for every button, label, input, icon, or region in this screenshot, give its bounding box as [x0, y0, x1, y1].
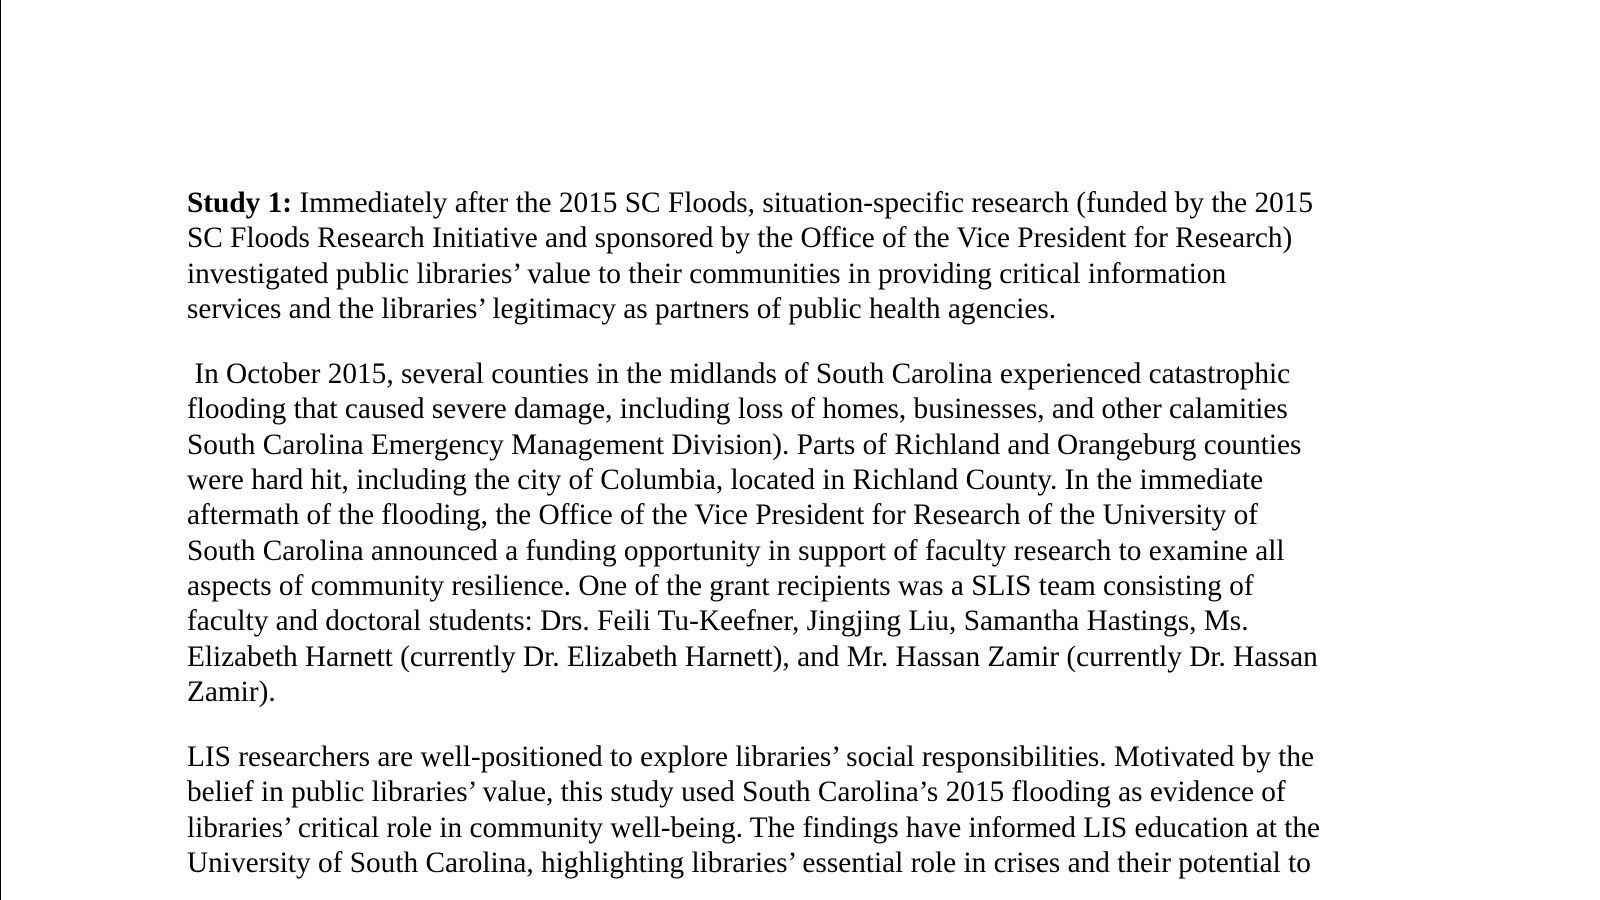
text-line: South Carolina announced a funding opportunity in support of faculty research to examine all [187, 534, 1285, 567]
text-line: investigated public libraries’ value to their communities in providing critical information [187, 257, 1227, 290]
paragraph-lis-researchers [187, 740, 1427, 881]
text-line: belief in public libraries’ value, this study used South Carolina’s 2015 flooding as evidence of [187, 776, 1286, 809]
text-line: faculty and doctoral students: Drs. Feili Tu-Keefner, Jingjing Liu, Samantha Hastings, Ms. [187, 605, 1249, 638]
paragraph-flood-background [187, 357, 1427, 710]
text-line: services and the libraries’ legitimacy as partners of public health agencies. [187, 292, 1057, 325]
document-body [187, 186, 1427, 900]
text-line: University of South Carolina, highlighting libraries’ essential role in crises and their potential to [187, 847, 1311, 880]
text-line: LIS researchers are well-positioned to explore libraries’ social responsibilities. Motivated by the [187, 741, 1315, 774]
text-line: aspects of community resilience. One of the grant recipients was a SLIS team consisting of [187, 569, 1254, 602]
text-line: were hard hit, including the city of Columbia, located in Richland County. In the immediate [187, 464, 1264, 497]
text-line: South Carolina Emergency Management Division). Parts of Richland and Orangeburg counties [187, 428, 1302, 461]
text-line: SC Floods Research Initiative and sponsored by the Office of the Vice President for Research) [187, 222, 1293, 255]
study-1-heading: Study 1: [187, 187, 293, 219]
text-line: aftermath of the flooding, the Office of the Vice President for Research of the University of [187, 499, 1259, 532]
text-line: Elizabeth Harnett (currently Dr. Elizabeth Harnett), and Mr. Hassan Zamir (currently Dr. Hassan [187, 640, 1318, 673]
text-line: libraries’ critical role in community well-being. The findings have informed LIS education at the [187, 811, 1321, 844]
text-line: Immediately after the 2015 SC Floods, situation-specific research (funded by the 2015 [292, 187, 1314, 219]
text-line: flooding that caused severe damage, including loss of homes, businesses, and other calamities [187, 393, 1288, 426]
paragraph-study-1 [187, 186, 1427, 327]
text-line: Zamir). [187, 675, 276, 708]
text-line: In October 2015, several counties in the midlands of South Carolina experienced catastrophic [187, 358, 1291, 391]
